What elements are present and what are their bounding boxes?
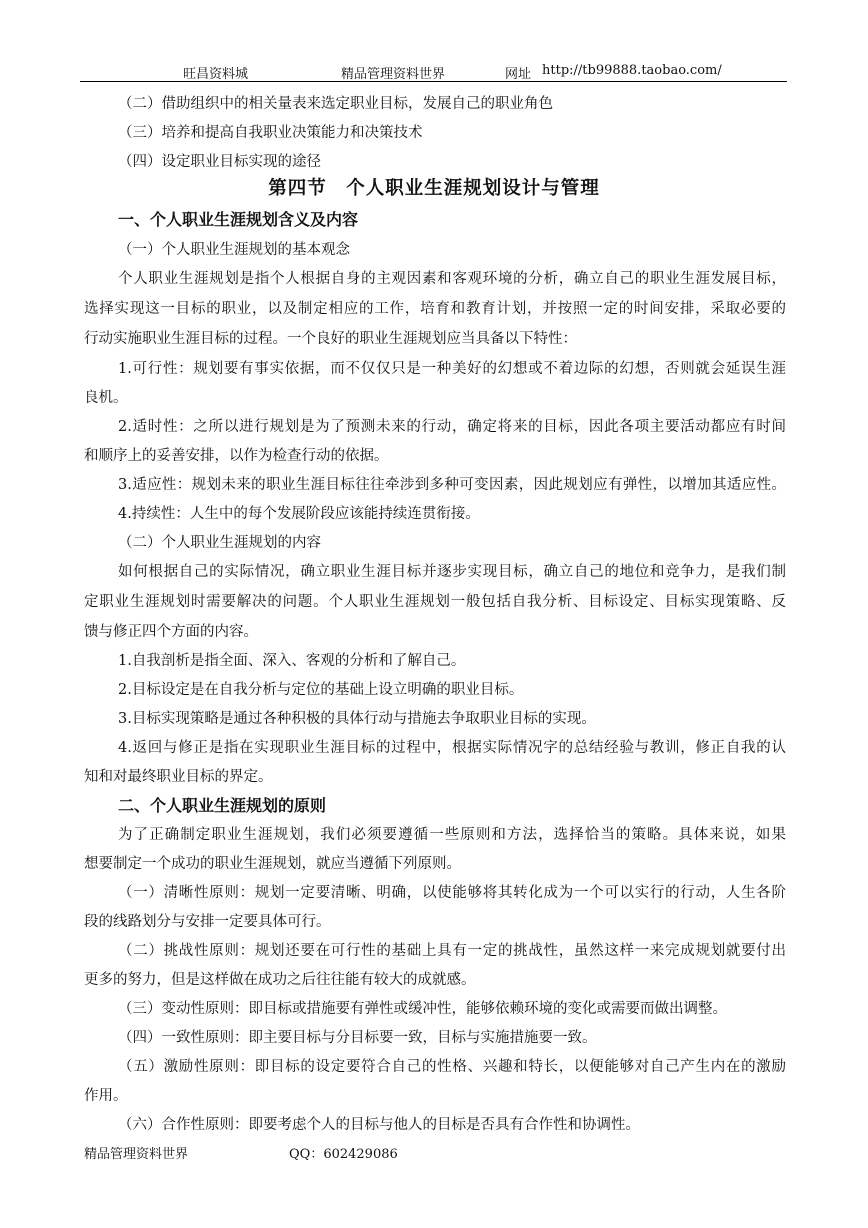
paragraph-line: 想要制定一个成功的职业生涯规划，就应当遵循下列原则。 [84, 856, 461, 872]
principle-item-cont: 段的线路划分与安排一定要具体可行。 [84, 914, 331, 930]
principle-item: （四）一致性原则：即主要目标与分目标要一致，目标与实施措施要一致。 [118, 1030, 597, 1046]
content-item: 4.返回与修正是指在实现职业生涯目标的过程中，根据实际情况字的总结经验与教训，修正自我的认 [118, 740, 786, 756]
principle-item: （三）变动性原则：即目标或措施要有弹性或缓冲性，能够依赖环境的变化或需要而做出调整。 [118, 1001, 727, 1017]
header-url[interactable]: http://tb99888.taobao.com/ [542, 63, 722, 78]
heading-part2: 二、个人职业生涯规划的原则 [118, 796, 327, 815]
footer-site-name: 精品管理资料世界 [84, 1147, 189, 1162]
header-site-name: 精品管理资料世界 [341, 67, 446, 82]
paragraph-line: 为了正确制定职业生涯规划，我们必须要遵循一些原则和方法，选择恰当的策略。具体来说，如果 [118, 827, 786, 843]
paragraph-line: 馈与修正四个方面的内容。 [84, 624, 258, 640]
principle-item-cont: 更多的努力，但是这样做在成功之后往往能有较大的成就感。 [84, 972, 476, 988]
principle-item-cont: 作用。 [84, 1088, 128, 1104]
principle-item: （二）挑战性原则：规划还要在可行性的基础上具有一定的挑战性，虽然这样一来完成规划就要付出 [118, 943, 786, 959]
subheading: （二）个人职业生涯规划的内容 [118, 535, 321, 551]
paragraph-line: 个人职业生涯规划是指个人根据自身的主观因素和客观环境的分析，确立自己的职业生涯发展目标， [118, 271, 786, 287]
paragraph-line: 行动实施职业生涯目标的过程。一个良好的职业生涯规划应当具备以下特性： [84, 331, 577, 347]
feature-item: 4.持续性：人生中的每个发展阶段应该能持续连贯衔接。 [118, 506, 480, 522]
feature-item-cont: 和顺序上的妥善安排，以作为检查行动的依据。 [84, 448, 389, 464]
header-divider [80, 81, 787, 82]
subheading: （一）个人职业生涯规划的基本观念 [118, 242, 350, 258]
paragraph-line: 定职业生涯规划时需要解决的问题。个人职业生涯规划一般包括自我分析、目标设定、目标实现策略、反 [84, 594, 786, 610]
paragraph-line: 如何根据自己的实际情况，确立职业生涯目标并逐步实现目标，确立自己的地位和竞争力，是我们制 [118, 564, 786, 580]
header-shop-name: 旺昌资料城 [183, 67, 249, 82]
header-url-label: 网址 [505, 67, 532, 82]
footer-qq: QQ：602429086 [289, 1147, 398, 1162]
heading-part1: 一、个人职业生涯规划含义及内容 [118, 210, 359, 229]
principle-item: （一）清晰性原则：规划一定要清晰、明确，以使能够将其转化成为一个可以实行的行动，人生各阶 [118, 885, 786, 901]
feature-item: 3.适应性：规划未来的职业生涯目标往往牵涉到多种可变因素，因此规划应有弹性，以增加其适应性。 [118, 477, 786, 493]
top-item: （三）培养和提高自我职业决策能力和决策技术 [118, 125, 423, 141]
feature-item: 1.可行性：规划要有事实依据，而不仅仅只是一种美好的幻想或不着边际的幻想，否则就会延误生涯 [118, 361, 786, 377]
content-item: 1.自我剖析是指全面、深入、客观的分析和了解自己。 [118, 653, 466, 669]
section-title: 第四节 个人职业生涯规划设计与管理 [268, 178, 600, 199]
principle-item: （五）激励性原则：即目标的设定要符合自己的性格、兴趣和特长，以便能够对自己产生内在的激励 [118, 1059, 786, 1075]
principle-item: （六）合作性原则：即要考虑个人的目标与他人的目标是否具有合作性和协调性。 [118, 1117, 640, 1133]
feature-item: 2.适时性：之所以进行规划是为了预测未来的行动，确定将来的目标，因此各项主要活动都应有时间 [118, 419, 786, 435]
content-item: 2.目标设定是在自我分析与定位的基础上设立明确的职业目标。 [118, 682, 524, 698]
paragraph-line: 选择实现这一目标的职业，以及制定相应的工作，培育和教育计划，并按照一定的时间安排，采取必要的 [84, 301, 786, 317]
content-item: 3.目标实现策略是通过各种积极的具体行动与措施去争取职业目标的实现。 [118, 711, 596, 727]
top-item: （二）借助组织中的相关量表来选定职业目标，发展自己的职业角色 [118, 96, 553, 112]
top-item: （四）设定职业目标实现的途径 [118, 154, 321, 170]
feature-item-cont: 良机。 [84, 390, 128, 406]
content-item-cont: 知和对最终职业目标的界定。 [84, 769, 273, 785]
